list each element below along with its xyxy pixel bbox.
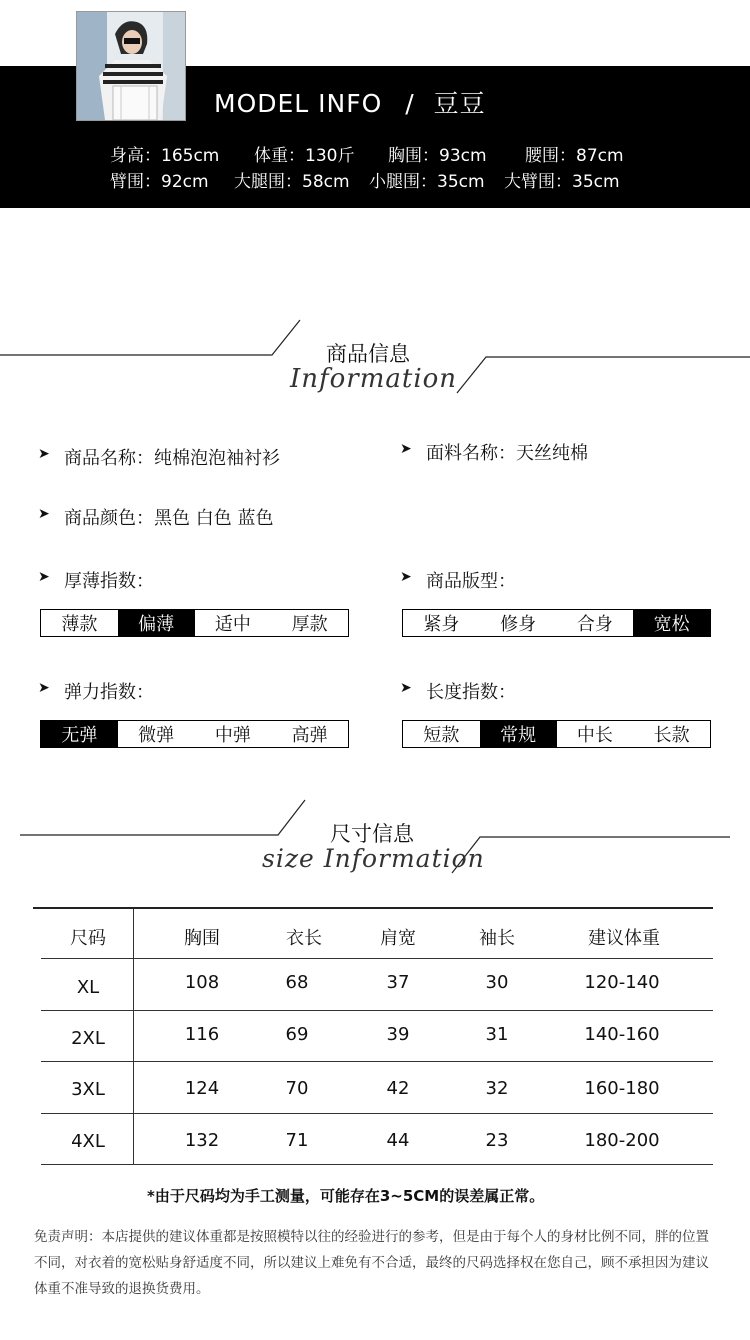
table-cell: 23 [485, 1130, 509, 1151]
table-cell: 180-200 [584, 1130, 660, 1151]
product-name-row: 商品名称：纯棉泡泡袖衬衫 [64, 448, 280, 469]
table-cell: 70 [285, 1078, 309, 1099]
product-section-title: 商品信息 [326, 342, 410, 366]
model-name: 豆豆 [433, 89, 486, 118]
length-label: 长度指数： [426, 682, 516, 703]
model-title [214, 84, 486, 120]
table-cell: XL [76, 977, 100, 998]
model-measure-calf: 小腿围：35cm [369, 172, 485, 192]
table-row-divider [41, 1061, 713, 1062]
elasticity-option: 高弹 [291, 725, 328, 746]
product-fabric-row: 面料名称：天丝纯棉 [426, 443, 588, 464]
fit-option: 合身 [576, 614, 613, 635]
arrow-icon: ➤ [38, 569, 50, 585]
model-measure-thigh: 大腿围：58cm [234, 172, 350, 192]
table-row-divider [41, 1010, 713, 1011]
table-bottom-border [41, 1164, 713, 1165]
table-cell: 32 [485, 1078, 509, 1099]
model-measure-weight: 体重：130斤 [254, 146, 355, 166]
table-cell: 44 [386, 1130, 410, 1151]
thickness-label: 厚薄指数： [64, 571, 154, 592]
size-section-title: 尺寸信息 [330, 822, 414, 846]
length-option: 短款 [423, 725, 460, 746]
table-column-divider [133, 909, 134, 1165]
arrow-icon: ➤ [38, 506, 50, 522]
model-photo [76, 11, 186, 121]
thickness-option: 薄款 [61, 614, 98, 635]
arrow-icon: ➤ [400, 441, 412, 457]
table-header: 尺码 [70, 928, 106, 949]
model-photo-image [77, 12, 185, 120]
table-cell: 68 [285, 972, 309, 993]
fit-option: 宽松 [633, 610, 710, 636]
length-option: 中长 [576, 725, 613, 746]
fit-label: 商品版型： [426, 571, 516, 592]
model-measure-height: 身高：165cm [110, 146, 220, 166]
thickness-scale [40, 609, 349, 637]
model-measure-waist: 腰围：87cm [525, 146, 624, 166]
elasticity-option: 中弹 [214, 725, 251, 746]
arrow-icon: ➤ [38, 446, 50, 462]
table-header: 胸围 [184, 928, 220, 949]
table-cell: 124 [184, 1078, 220, 1099]
model-measure-arm: 臂围：92cm [110, 172, 209, 192]
table-header: 袖长 [479, 928, 515, 949]
table-cell: 108 [184, 972, 220, 993]
table-cell: 140-160 [584, 1024, 660, 1045]
thickness-option: 适中 [214, 614, 251, 635]
thickness-option: 厚款 [291, 614, 328, 635]
size-section-script: size Information [262, 844, 485, 873]
table-cell: 2XL [71, 1028, 105, 1049]
table-cell: 132 [184, 1130, 220, 1151]
measurement-note: *由于尺码均为手工测量，可能存在3~5CM的误差属正常。 [147, 1187, 545, 1205]
table-cell: 116 [184, 1024, 220, 1045]
length-option: 常规 [480, 721, 557, 747]
arrow-icon: ➤ [38, 680, 50, 696]
model-title-text: MODEL INFO [214, 89, 383, 118]
model-title-separator: / [405, 89, 415, 118]
table-cell: 120-140 [584, 972, 660, 993]
table-header: 肩宽 [380, 928, 416, 949]
table-row-divider [41, 1113, 713, 1114]
arrow-icon: ➤ [400, 680, 412, 696]
table-row-divider [41, 958, 713, 959]
table-cell: 37 [386, 972, 410, 993]
fit-scale [402, 609, 711, 637]
table-cell: 39 [386, 1024, 410, 1045]
elasticity-scale [40, 720, 349, 748]
elasticity-option: 微弹 [138, 725, 175, 746]
table-cell: 30 [485, 972, 509, 993]
table-cell: 71 [285, 1130, 309, 1151]
table-header: 衣长 [286, 928, 322, 949]
fit-option: 紧身 [423, 614, 460, 635]
thickness-option: 偏薄 [118, 610, 195, 636]
table-cell: 31 [485, 1024, 509, 1045]
product-section-script: Information [290, 364, 458, 394]
elasticity-option: 无弹 [41, 721, 118, 747]
model-measure-upper-arm: 大臂围：35cm [504, 172, 620, 192]
arrow-icon: ➤ [400, 569, 412, 585]
elasticity-label: 弹力指数： [64, 682, 154, 703]
length-scale [402, 720, 711, 748]
model-measure-chest: 胸围：93cm [388, 146, 487, 166]
table-top-border [33, 907, 713, 909]
table-cell: 4XL [71, 1131, 105, 1152]
disclaimer-text: 免责声明：本店提供的建议体重都是按照模特以往的经验进行的参考，但是由于每个人的身材比例不同，胖的位置 不同，对衣着的宽松贴身舒适度不同，所以建议上难免有不合适，最终的尺码选择权在您自己，顾不承担因为建议体重不准导致的退换货费用。 [34, 1229, 709, 1297]
table-header: 建议体重 [588, 928, 660, 949]
fit-option: 修身 [500, 614, 537, 635]
table-cell: 3XL [71, 1079, 105, 1100]
length-option: 长款 [653, 725, 690, 746]
table-cell: 69 [285, 1024, 309, 1045]
table-cell: 160-180 [584, 1078, 660, 1099]
product-color-row: 商品颜色：黑色 白色 蓝色 [64, 508, 274, 529]
table-cell: 42 [386, 1078, 410, 1099]
